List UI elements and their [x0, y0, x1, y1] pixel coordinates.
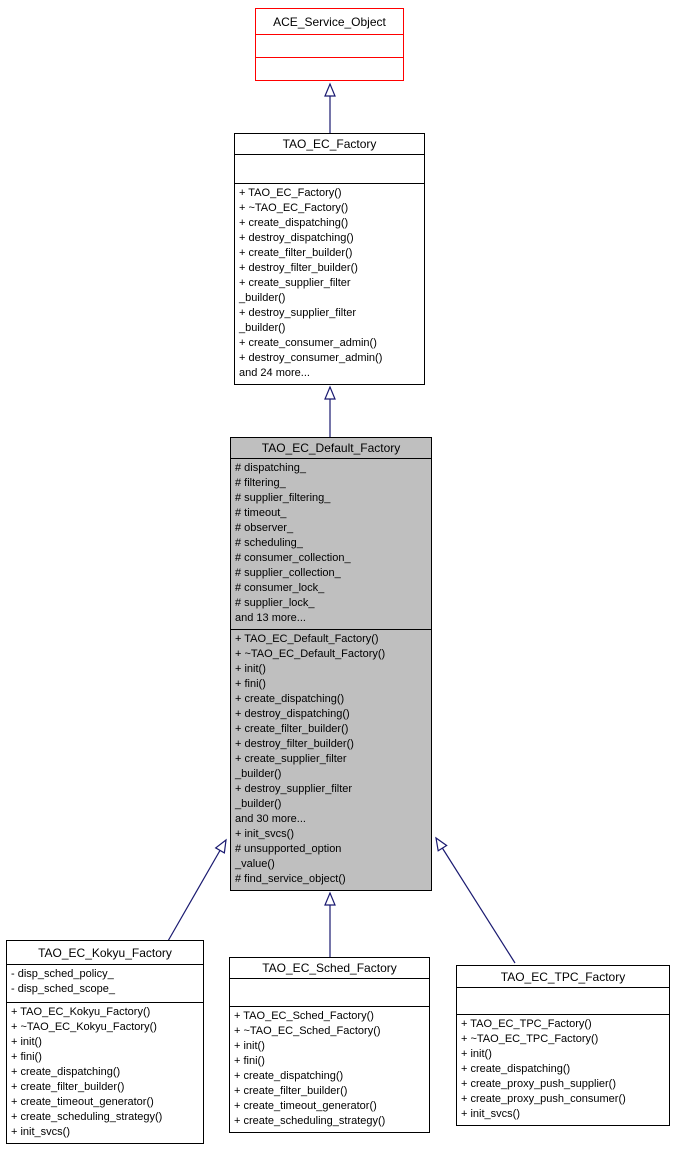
method-item: _builder()	[239, 322, 286, 334]
method-item: + create_dispatching()	[11, 1066, 121, 1078]
attributes-section	[230, 978, 429, 1006]
inheritance-arrow-kokyu-to-default	[168, 840, 226, 941]
attribute-item: # dispatching_	[235, 462, 306, 474]
method-item: _builder()	[235, 768, 282, 780]
inheritance-arrow-tpc-to-default	[436, 838, 515, 963]
methods-section	[231, 629, 431, 890]
attributes-section	[7, 964, 203, 1002]
method-item: + create_filter_builder()	[235, 723, 349, 735]
attribute-item: # timeout_	[235, 507, 287, 519]
method-item: _value()	[235, 858, 275, 870]
method-item: + destroy_consumer_admin()	[239, 352, 383, 364]
method-item: _builder()	[235, 798, 282, 810]
attribute-item: # supplier_lock_	[235, 597, 315, 609]
attribute-item: # supplier_filtering_	[235, 492, 331, 504]
methods-section	[256, 57, 403, 80]
method-item: + destroy_dispatching()	[235, 708, 350, 720]
attribute-item: - disp_sched_scope_	[11, 983, 115, 995]
method-item: + create_supplier_filter	[239, 277, 351, 289]
method-item: + destroy_dispatching()	[239, 232, 354, 244]
method-item: + ~TAO_EC_Sched_Factory()	[234, 1025, 381, 1037]
method-item: + init_svcs()	[461, 1108, 520, 1120]
attribute-item: # observer_	[235, 522, 294, 534]
method-item: + init()	[235, 663, 266, 675]
attributes-section	[231, 458, 431, 629]
attribute-item: # consumer_lock_	[235, 582, 325, 594]
method-item: + init_svcs()	[11, 1126, 70, 1138]
class-node-tao-ec-factory[interactable]	[234, 133, 425, 385]
method-item: + ~TAO_EC_Kokyu_Factory()	[11, 1021, 157, 1033]
method-item: + ~TAO_EC_Default_Factory()	[235, 648, 386, 660]
class-name: TAO_EC_Default_Factory	[261, 441, 401, 455]
class-name: TAO_EC_Factory	[282, 137, 377, 151]
method-item: + init_svcs()	[235, 828, 294, 840]
attribute-item: # filtering_	[235, 477, 286, 489]
methods-section	[235, 183, 424, 384]
attribute-item: - disp_sched_policy_	[11, 968, 114, 980]
method-item: + create_filter_builder()	[239, 247, 353, 259]
method-item: and 24 more...	[239, 367, 310, 379]
class-name: TAO_EC_Kokyu_Factory	[38, 945, 172, 960]
method-item: + create_scheduling_strategy()	[11, 1111, 163, 1123]
method-item: + init()	[11, 1036, 42, 1048]
methods-section	[7, 1002, 203, 1143]
class-node-tao-ec-default-factory	[230, 437, 432, 891]
class-name: TAO_EC_Sched_Factory	[262, 961, 397, 975]
method-item: + destroy_supplier_filter	[235, 783, 353, 795]
method-item: _builder()	[239, 292, 286, 304]
method-item: + destroy_filter_builder()	[239, 262, 358, 274]
method-item: + fini()	[11, 1051, 42, 1063]
method-item: # unsupported_option	[235, 843, 342, 855]
method-item: + destroy_filter_builder()	[235, 738, 354, 750]
method-item: + init()	[461, 1048, 492, 1060]
class-node-ace-service-object	[255, 8, 404, 81]
methods-section	[457, 1014, 669, 1125]
method-item: + TAO_EC_Factory()	[239, 187, 342, 199]
attributes-section	[235, 154, 424, 183]
method-item: + create_dispatching()	[235, 693, 345, 705]
method-item: + create_dispatching()	[234, 1070, 344, 1082]
method-item: + create_dispatching()	[461, 1063, 571, 1075]
class-node-tao-ec-tpc-factory[interactable]	[456, 965, 670, 1126]
method-item: + create_proxy_push_consumer()	[461, 1093, 626, 1105]
attributes-section	[457, 987, 669, 1014]
method-item: + create_filter_builder()	[11, 1081, 125, 1093]
method-item: + TAO_EC_Default_Factory()	[235, 633, 379, 645]
class-name: TAO_EC_TPC_Factory	[500, 969, 626, 984]
method-item: + TAO_EC_Sched_Factory()	[234, 1010, 374, 1022]
method-item: + create_dispatching()	[239, 217, 349, 229]
method-item: + create_scheduling_strategy()	[234, 1115, 386, 1127]
method-item: + ~TAO_EC_Factory()	[239, 202, 349, 214]
method-item: + create_filter_builder()	[234, 1085, 348, 1097]
attribute-item: # supplier_collection_	[235, 567, 341, 579]
method-item: + init()	[234, 1040, 265, 1052]
attribute-item: and 13 more...	[235, 612, 306, 624]
class-name: ACE_Service_Object	[273, 14, 386, 29]
method-item: + ~TAO_EC_TPC_Factory()	[461, 1033, 599, 1045]
method-item: # find_service_object()	[235, 873, 346, 885]
method-item: + create_timeout_generator()	[234, 1100, 377, 1112]
method-item: + destroy_supplier_filter	[239, 307, 357, 319]
class-node-tao-ec-kokyu-factory[interactable]	[6, 940, 204, 1144]
method-item: + create_proxy_push_supplier()	[461, 1078, 617, 1090]
method-item: + create_supplier_filter	[235, 753, 347, 765]
attribute-item: # scheduling_	[235, 537, 303, 549]
method-item: + fini()	[234, 1055, 265, 1067]
attribute-item: # consumer_collection_	[235, 552, 351, 564]
method-item: + TAO_EC_TPC_Factory()	[461, 1018, 592, 1030]
method-item: + create_consumer_admin()	[239, 337, 377, 349]
method-item: + create_timeout_generator()	[11, 1096, 154, 1108]
methods-section	[230, 1006, 429, 1132]
attributes-section	[256, 34, 403, 57]
method-item: + fini()	[235, 678, 266, 690]
method-item: and 30 more...	[235, 813, 306, 825]
class-node-tao-ec-sched-factory[interactable]	[229, 957, 430, 1133]
method-item: + TAO_EC_Kokyu_Factory()	[11, 1006, 151, 1018]
